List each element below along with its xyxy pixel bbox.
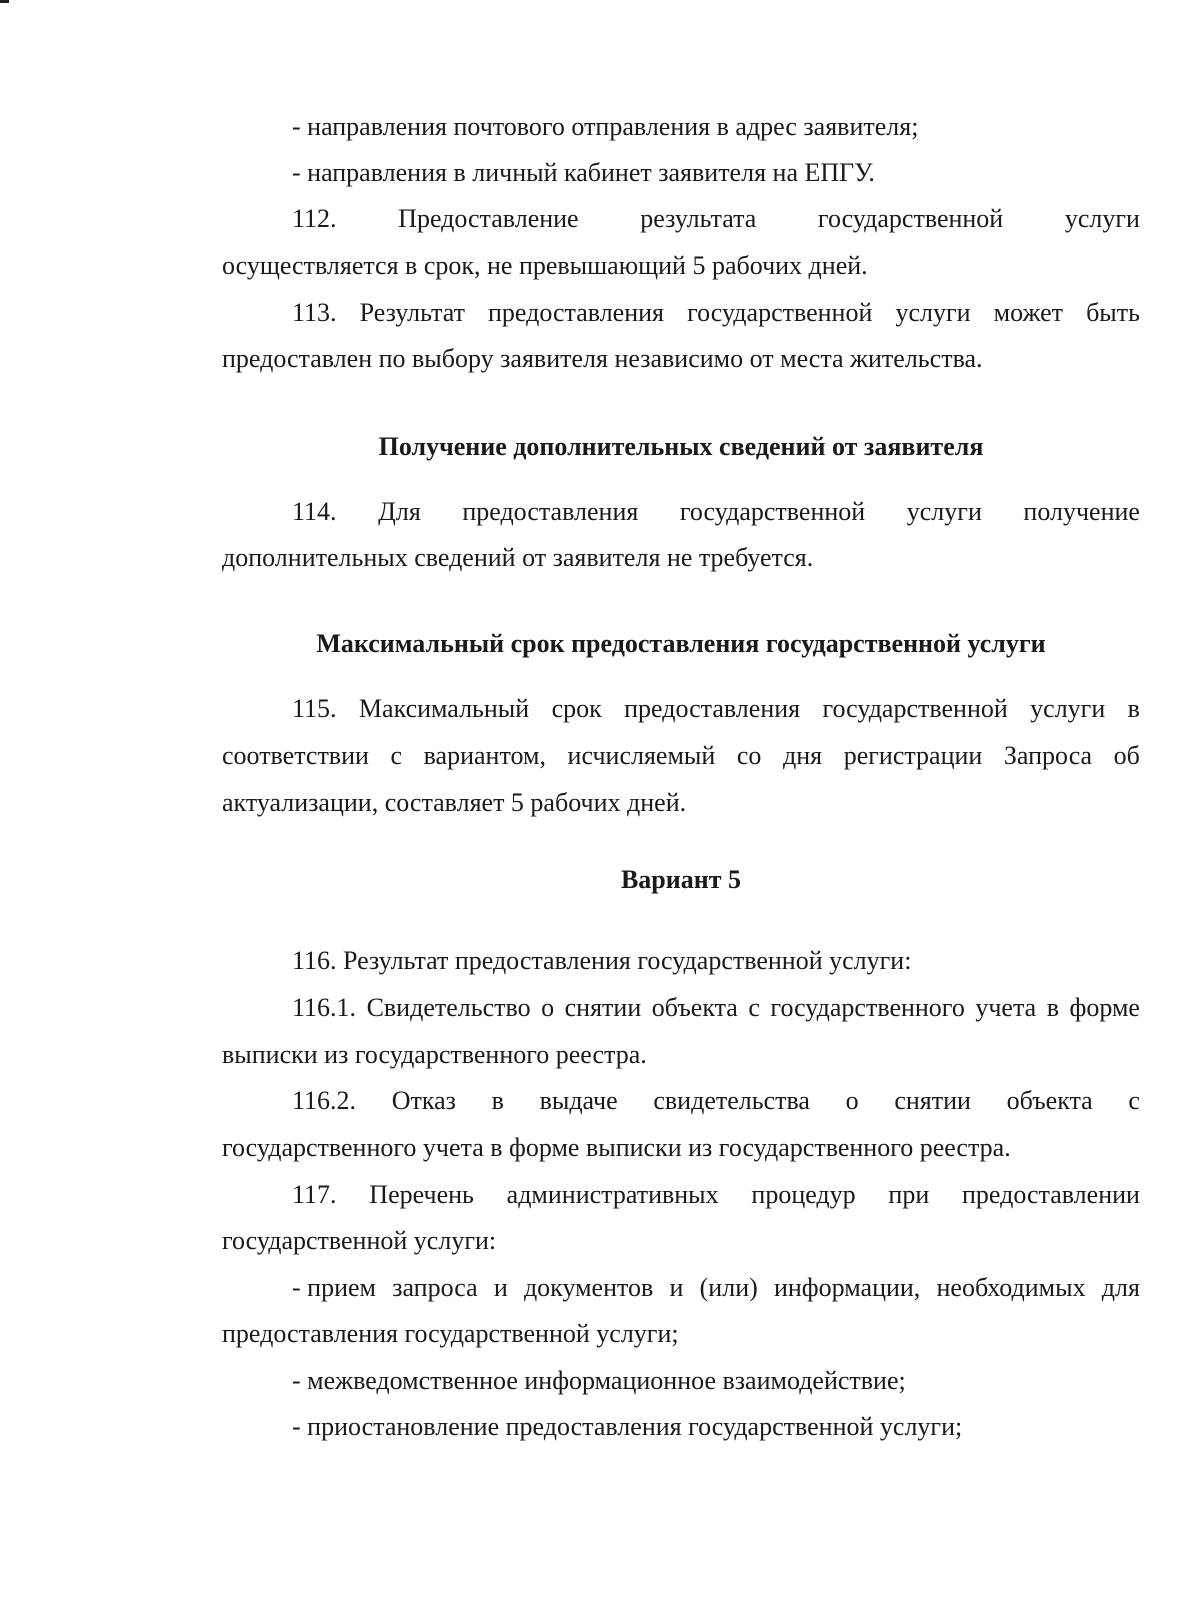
section-heading-max-term: Максимальный срок предоставления государственной услуги	[316, 629, 1046, 658]
paragraph-116-1-word: 116.1.	[292, 993, 357, 1022]
list-item-priem-word: документов	[523, 1273, 654, 1302]
paragraph-116-2-word: о	[845, 1086, 859, 1115]
paragraph-117-word: процедур	[751, 1180, 856, 1209]
paragraph-113-word: государственной	[687, 298, 873, 327]
paragraph-114-word: предоставления	[462, 497, 639, 526]
paragraph-116-2-word: 116.2.	[292, 1086, 357, 1115]
paragraph-116-1-word: о	[541, 993, 555, 1022]
paragraph-113-word: услуги	[895, 298, 971, 327]
paragraph-115-word: с	[390, 741, 403, 770]
paragraph-116: 116. Результат предоставления государственной услуги:	[292, 946, 912, 975]
list-item-priem-word: для	[1101, 1273, 1140, 1302]
paragraph-117-word: административных	[506, 1180, 719, 1209]
paragraph-116-2-word: Отказ	[391, 1086, 456, 1115]
paragraph-115-word: регистрации	[843, 741, 983, 770]
list-item-priem-line2: предоставления государственной услуги;	[222, 1319, 679, 1348]
paragraph-116-2-word: снятии	[894, 1086, 971, 1115]
paragraph-115-line3: актуализации, составляет 5 рабочих дней.	[222, 788, 687, 817]
paragraph-115-word: 115.	[292, 694, 337, 723]
list-item-priem-word: информации,	[773, 1273, 921, 1302]
paragraph-112-word: Предоставление	[398, 204, 579, 233]
paragraph-115-word: об	[1113, 741, 1140, 770]
paragraph-115-word: дня	[783, 741, 823, 770]
list-item-priem-word: - прием	[292, 1273, 376, 1302]
paragraph-117-word: предоставлении	[962, 1180, 1140, 1209]
paragraph-117-line2: государственной услуги:	[222, 1226, 497, 1255]
paragraph-116-1-word: в	[1046, 993, 1059, 1022]
paragraph-112-word: результата	[640, 204, 757, 233]
paragraph-113-word: предоставления	[488, 298, 664, 327]
paragraph-115-word: услуги	[1030, 694, 1106, 723]
paragraph-112-line1	[222, 195, 1140, 243]
paragraph-113-word: Результат	[359, 298, 465, 327]
paragraph-117-word: Перечень	[369, 1180, 474, 1209]
paragraph-114-word: государственной	[679, 497, 866, 526]
paragraph-114-word: 114.	[292, 497, 337, 526]
paragraph-116-2-word: в	[491, 1086, 504, 1115]
paragraph-112-word: государственной	[817, 204, 1004, 233]
list-item-priem-line1	[222, 1264, 1140, 1312]
paragraph-117-line1	[222, 1171, 1140, 1219]
paragraph-115-word: со	[736, 741, 762, 770]
list-item-suspension: - приостановление предоставления государственной услуги;	[292, 1412, 963, 1441]
paragraph-113-word: 113.	[292, 298, 337, 327]
list-item-priem-word: необходимых	[936, 1273, 1086, 1302]
paragraph-116-1-word: объекта	[651, 993, 738, 1022]
paragraph-114-word: получение	[1023, 497, 1140, 526]
paragraph-115-word: Запроса	[1003, 741, 1093, 770]
paragraph-116-1-word: учета	[975, 993, 1037, 1022]
paragraph-116-2-line2: государственного учета в форме выписки из государственного реестра.	[222, 1133, 1011, 1162]
list-item-priem-word: и	[493, 1273, 508, 1302]
paragraph-115-word: в	[1127, 694, 1140, 723]
paragraph-115-word: вариантом,	[423, 741, 546, 770]
paragraph-115-word: Максимальный	[358, 694, 530, 723]
list-item-postal: - направления почтового отправления в адрес заявителя;	[292, 112, 919, 141]
scan-corner-mark	[0, 0, 9, 3]
list-item-priem-word: (или)	[699, 1273, 758, 1302]
paragraph-116-1-word: Свидетельство	[366, 993, 531, 1022]
section-heading-variant-5: Вариант 5	[620, 865, 742, 894]
paragraph-114-word: услуги	[906, 497, 982, 526]
paragraph-116-2-word: с	[1128, 1086, 1140, 1115]
paragraph-117-word: 117.	[292, 1180, 337, 1209]
paragraph-116-1-word: с	[748, 993, 760, 1022]
list-item-priem-word: и	[669, 1273, 684, 1302]
paragraph-116-1-word: государственного	[770, 993, 965, 1022]
paragraph-112-word: 112.	[292, 204, 337, 233]
paragraph-115-word: исчисляемый	[567, 741, 716, 770]
paragraph-114-line1	[222, 488, 1140, 536]
list-item-interagency: - межведомственное информационное взаимодействие;	[292, 1366, 906, 1395]
list-item-epgu: - направления в личный кабинет заявителя на ЕПГУ.	[292, 158, 875, 187]
paragraph-112-word: услуги	[1064, 204, 1140, 233]
paragraph-116-2-word: свидетельства	[653, 1086, 810, 1115]
paragraph-117-word: при	[888, 1180, 930, 1209]
list-item-priem-word: запроса	[392, 1273, 478, 1302]
paragraph-116-1-line1	[222, 984, 1140, 1032]
paragraph-116-2-line1	[222, 1077, 1140, 1125]
paragraph-116-1-word: снятии	[564, 993, 642, 1022]
paragraph-113-word: может	[993, 298, 1063, 327]
paragraph-116-2-word: объекта	[1006, 1086, 1093, 1115]
paragraph-115-line2	[222, 732, 1140, 780]
paragraph-115-word: предоставления	[624, 694, 801, 723]
paragraph-116-1-line2: выписки из государственного реестра.	[222, 1040, 647, 1069]
paragraph-116-1-word: форме	[1069, 993, 1140, 1022]
section-heading-additional-info: Получение дополнительных сведений от заявителя	[378, 432, 984, 461]
paragraph-115-word: государственной	[822, 694, 1008, 723]
paragraph-114-word: Для	[378, 497, 421, 526]
paragraph-115-word: соответствии	[222, 741, 369, 770]
paragraph-114-line2: дополнительных сведений от заявителя не требуется.	[222, 543, 814, 572]
paragraph-113-line1	[222, 289, 1140, 337]
paragraph-116-2-word: выдаче	[539, 1086, 618, 1115]
paragraph-115-line1	[222, 685, 1140, 733]
paragraph-113-word: быть	[1086, 298, 1140, 327]
paragraph-115-word: срок	[551, 694, 602, 723]
paragraph-112-line2: осуществляется в срок, не превышающий 5 рабочих дней.	[222, 251, 868, 280]
paragraph-113-line2: предоставлен по выбору заявителя независимо от места жительства.	[222, 344, 983, 373]
